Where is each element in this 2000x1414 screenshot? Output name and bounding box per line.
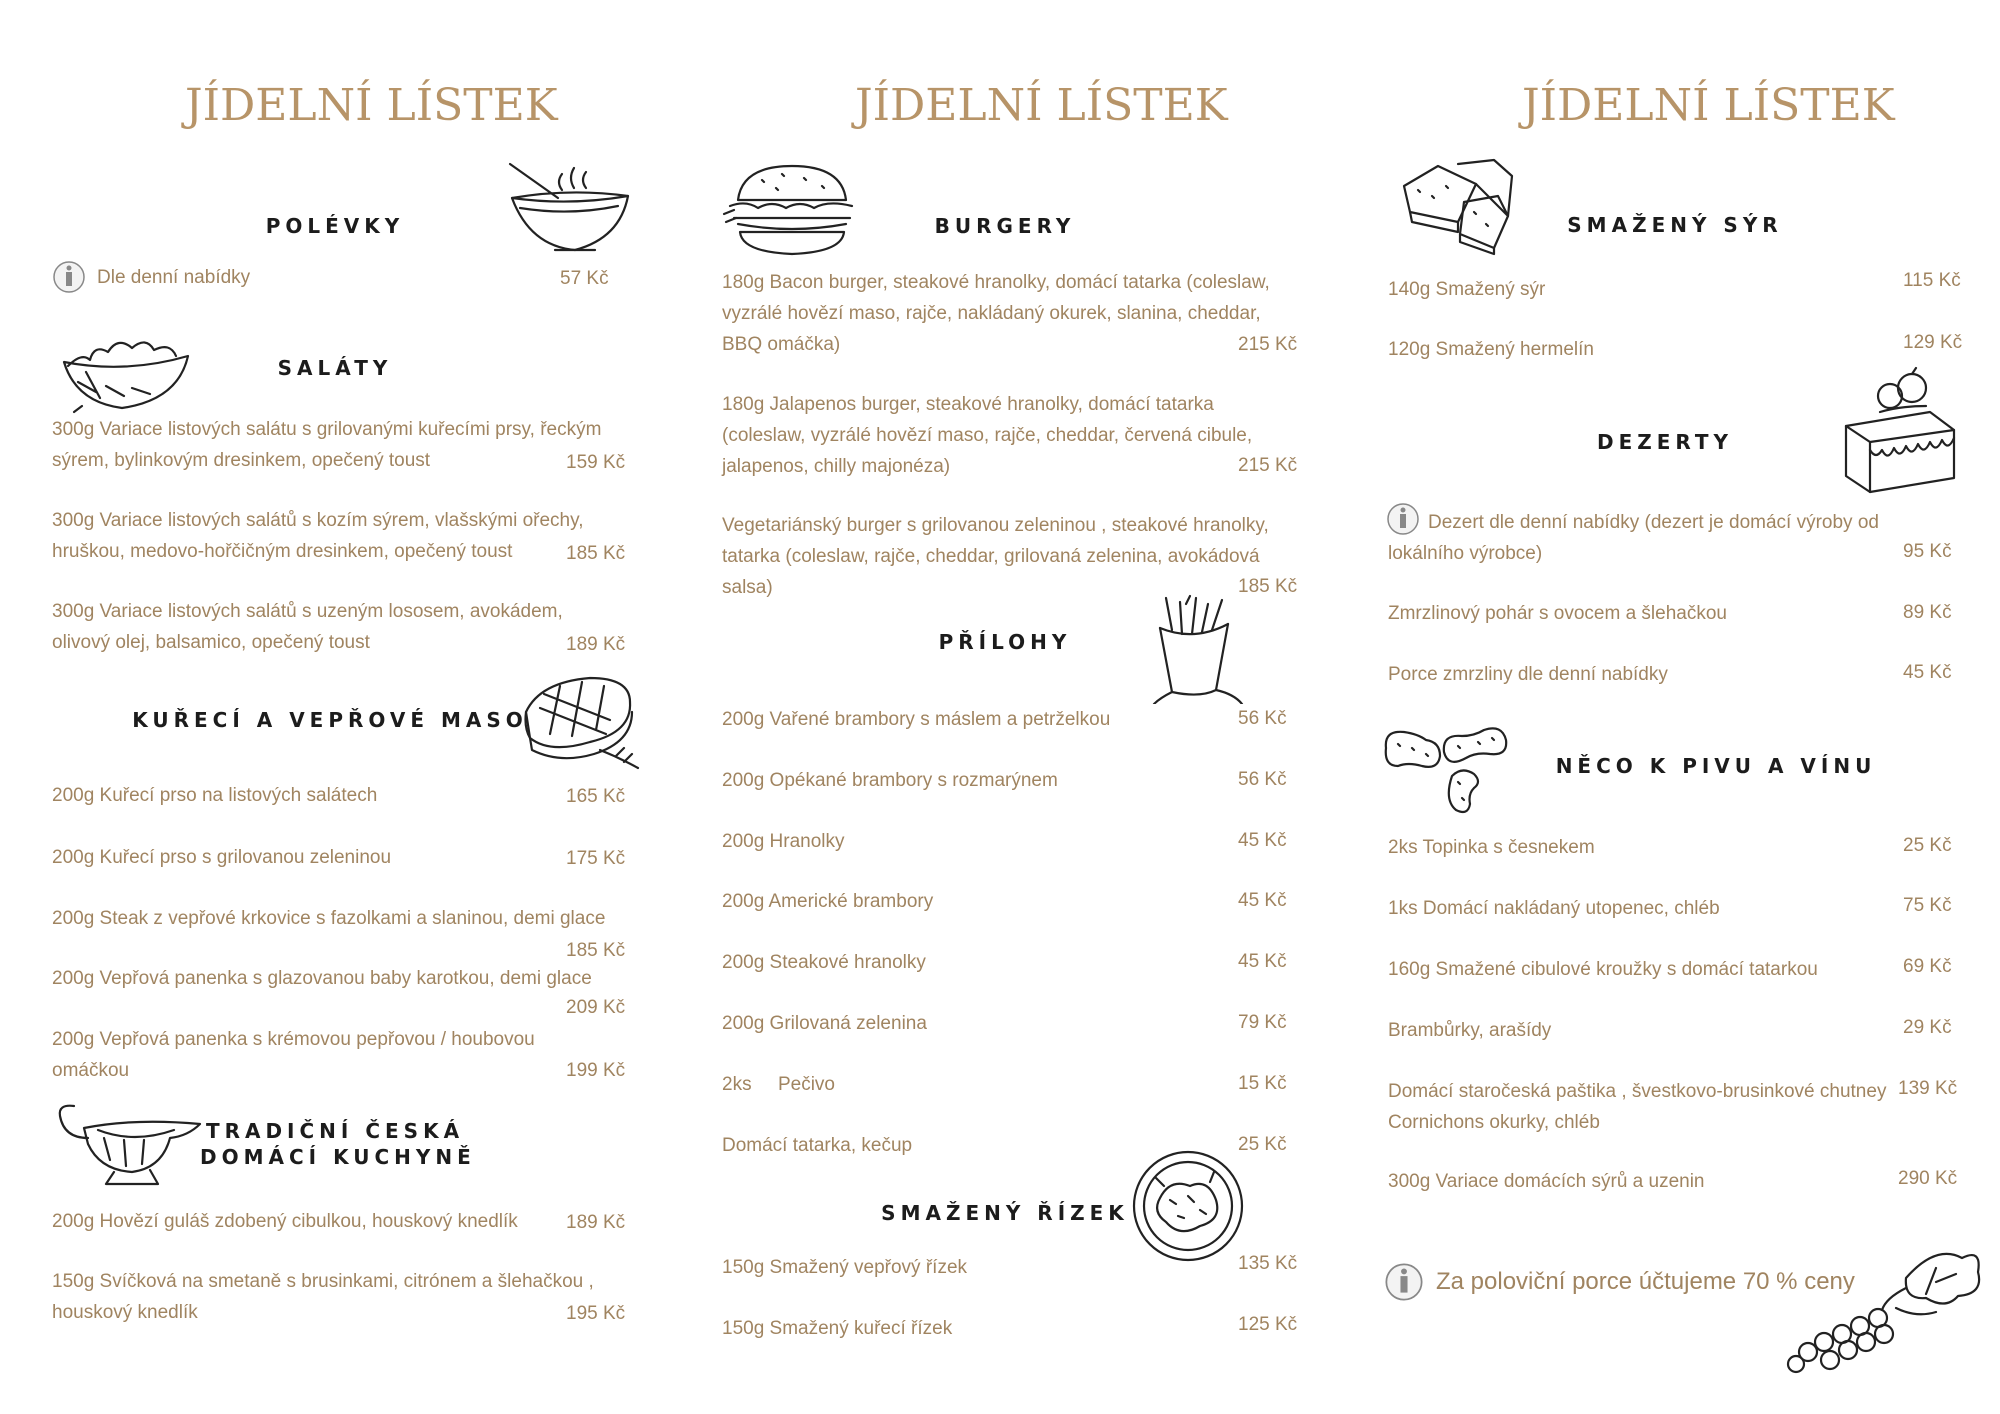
item-price: 115 Kč bbox=[1903, 270, 1961, 291]
item-price: 185 Kč bbox=[566, 940, 626, 961]
section-heading-salaty: SALÁTY bbox=[277, 356, 393, 380]
section-heading-line: TRADIČNÍ ČESKÁ bbox=[205, 1119, 465, 1143]
item-price: 125 Kč bbox=[1238, 1314, 1298, 1335]
section-heading-burgery: BURGERY bbox=[934, 214, 1076, 238]
menu-item: 200g Hovězí guláš zdobený cibulkou, houskový knedlík bbox=[52, 1211, 518, 1232]
menu-item: 120g Smažený hermelín bbox=[1388, 339, 1594, 360]
menu-item: Porce zmrzliny dle denní nabídky bbox=[1388, 664, 1668, 685]
menu-item: Domácí staročeská paštika , švestkovo-brusinkové chutney Cornichons okurky, chléb bbox=[1388, 1081, 1887, 1133]
section-heading-prilohy: PŘÍLOHY bbox=[938, 630, 1072, 654]
item-price: 45 Kč bbox=[1238, 890, 1287, 911]
section-heading-maso: KUŘECÍ A VEPŘOVÉ MASO bbox=[132, 708, 528, 732]
burger-icon bbox=[722, 160, 862, 260]
menu-item: 2ks Pečivo bbox=[722, 1074, 835, 1095]
menu-item: Zmrzlinový pohár s ovocem a šlehačkou bbox=[1388, 603, 1727, 624]
soup-bowl-icon bbox=[500, 158, 640, 258]
peanuts-icon bbox=[1378, 722, 1518, 814]
menu-item: 200g Americké brambory bbox=[722, 891, 934, 912]
item-price: 199 Kč bbox=[566, 1060, 626, 1081]
item-price: 25 Kč bbox=[1238, 1134, 1287, 1155]
menu-item: Dle denní nabídky bbox=[97, 267, 251, 288]
section-heading-rizek: SMAŽENÝ ŘÍZEK bbox=[881, 1201, 1129, 1225]
menu-title: JÍDELNÍ LÍSTEK bbox=[1522, 80, 1895, 131]
item-price: 185 Kč bbox=[566, 543, 626, 564]
item-price: 45 Kč bbox=[1238, 951, 1287, 972]
item-price: 290 Kč bbox=[1898, 1168, 1958, 1189]
cake-icon bbox=[1840, 366, 1960, 496]
info-icon bbox=[1384, 1262, 1424, 1302]
menu-item: Dezert dle denní nabídky (dezert je domácí výroby od lokálního výrobce) bbox=[1388, 512, 1879, 564]
gravy-boat-icon bbox=[54, 1098, 206, 1190]
menu-item: 200g Kuřecí prso s grilovanou zeleninou bbox=[52, 847, 392, 868]
item-price: 209 Kč bbox=[566, 997, 626, 1018]
cheese-icon bbox=[1398, 156, 1548, 256]
item-price: 95 Kč bbox=[1903, 541, 1952, 562]
item-price: 165 Kč bbox=[566, 786, 626, 807]
menu-item: 200g Vepřová panenka s krémovou pepřovou / houbovou omáčkou bbox=[52, 1029, 535, 1081]
menu-item: 300g Variace listových salátu s grilovanými kuřecími prsy, řeckým sýrem, bylinkovým dresinkem, opečený toust bbox=[52, 419, 602, 471]
section-heading-polevky: POLÉVKY bbox=[265, 214, 405, 238]
menu-item: 180g Jalapenos burger, steakové hranolky, domácí tatarka (coleslaw, vyzrálé hovězí maso, rajče, cheddar, červená cibule, jalapenos, chilly majonéza) bbox=[722, 394, 1253, 477]
menu-item: 200g Steakové hranolky bbox=[722, 952, 926, 973]
menu-item: 300g Variace domácích sýrů a uzenin bbox=[1388, 1171, 1705, 1192]
menu-item: 150g Svíčková na smetaně s brusinkami, citrónem a šlehačkou , houskový knedlík bbox=[52, 1271, 594, 1323]
section-heading-line: DOMÁCÍ KUCHYNĚ bbox=[200, 1145, 476, 1169]
item-price: 75 Kč bbox=[1903, 895, 1952, 916]
item-price: 56 Kč bbox=[1238, 769, 1287, 790]
menu-item: 150g Smažený kuřecí řízek bbox=[722, 1318, 953, 1339]
menu-item: Brambůrky, arašídy bbox=[1388, 1020, 1552, 1041]
menu-item: 200g Vepřová panenka s glazovanou baby karotkou, demi glace bbox=[52, 968, 592, 989]
menu-item: 300g Variace listových salátů s kozím sýrem, vlašskými ořechy, hruškou, medovo-hořčičným dresinkem, opečený toust bbox=[52, 510, 584, 562]
item-price: 215 Kč bbox=[1238, 455, 1298, 476]
half-portion-note: Za poloviční porce účtujeme 70 % ceny bbox=[1436, 1268, 1855, 1295]
menu-item: 200g Hranolky bbox=[722, 831, 845, 852]
section-heading-tradicni bbox=[200, 1118, 476, 1170]
item-price: 45 Kč bbox=[1238, 830, 1287, 851]
menu-title: JÍDELNÍ LÍSTEK bbox=[855, 80, 1228, 131]
item-price: 79 Kč bbox=[1238, 1012, 1287, 1033]
item-price: 189 Kč bbox=[566, 1212, 626, 1233]
item-price: 45 Kč bbox=[1903, 662, 1952, 683]
menu-item: 140g Smažený sýr bbox=[1388, 279, 1546, 300]
info-icon bbox=[52, 260, 86, 294]
menu-item: 300g Variace listových salátů s uzeným lososem, avokádem, olivový olej, balsamico, opečený toust bbox=[52, 601, 563, 653]
item-price: 189 Kč bbox=[566, 634, 626, 655]
menu-item: 200g Steak z vepřové krkovice s fazolkami a slaninou, demi glace bbox=[52, 908, 606, 929]
grapes-icon bbox=[1786, 1238, 1986, 1378]
menu-item: 160g Smažené cibulové kroužky s domácí tatarkou bbox=[1388, 959, 1818, 980]
item-price: 185 Kč bbox=[1238, 576, 1298, 597]
menu-item: Vegetariánský burger s grilovanou zeleninou , steakové hranolky, tatarka (coleslaw, rajče, cheddar, grilovaná zelenina, avokádová salsa) bbox=[722, 515, 1269, 598]
section-heading-pivo: NĚCO K PIVU A VÍNU bbox=[1555, 754, 1877, 778]
item-price: 135 Kč bbox=[1238, 1253, 1298, 1274]
menu-item: 200g Opékané brambory s rozmarýnem bbox=[722, 770, 1058, 791]
menu-item: 150g Smažený vepřový řízek bbox=[722, 1257, 968, 1278]
section-heading-syr: SMAŽENÝ SÝR bbox=[1567, 213, 1783, 237]
menu-item: Domácí tatarka, kečup bbox=[722, 1135, 913, 1156]
menu-title: JÍDELNÍ LÍSTEK bbox=[185, 80, 558, 131]
item-price: 15 Kč bbox=[1238, 1073, 1287, 1094]
item-price: 129 Kč bbox=[1903, 332, 1963, 353]
item-price: 215 Kč bbox=[1238, 334, 1298, 355]
item-price: 25 Kč bbox=[1903, 835, 1952, 856]
item-price: 195 Kč bbox=[566, 1303, 626, 1324]
menu-item: 2ks Topinka s česnekem bbox=[1388, 837, 1595, 858]
item-price: 29 Kč bbox=[1903, 1017, 1952, 1038]
item-price: 175 Kč bbox=[566, 848, 626, 869]
menu-item: 180g Bacon burger, steakové hranolky, domácí tatarka (coleslaw, vyzrálé hovězí maso, rajče, nakládaný okurek, slanina, cheddar, BBQ omáčka) bbox=[722, 272, 1270, 355]
menu-item: 200g Vařené brambory s máslem a petrželkou bbox=[722, 709, 1111, 730]
item-price: 57 Kč bbox=[560, 268, 609, 289]
item-price: 139 Kč bbox=[1898, 1078, 1958, 1099]
section-heading-dezerty: DEZERTY bbox=[1596, 430, 1734, 454]
item-price: 89 Kč bbox=[1903, 602, 1952, 623]
menu-item: 1ks Domácí nakládaný utopenec, chléb bbox=[1388, 898, 1720, 919]
item-price: 56 Kč bbox=[1238, 708, 1287, 729]
item-price: 69 Kč bbox=[1903, 956, 1952, 977]
item-price: 159 Kč bbox=[566, 452, 626, 473]
menu-item: 200g Kuřecí prso na listových salátech bbox=[52, 785, 378, 806]
menu-item: 200g Grilovaná zelenina bbox=[722, 1013, 927, 1034]
